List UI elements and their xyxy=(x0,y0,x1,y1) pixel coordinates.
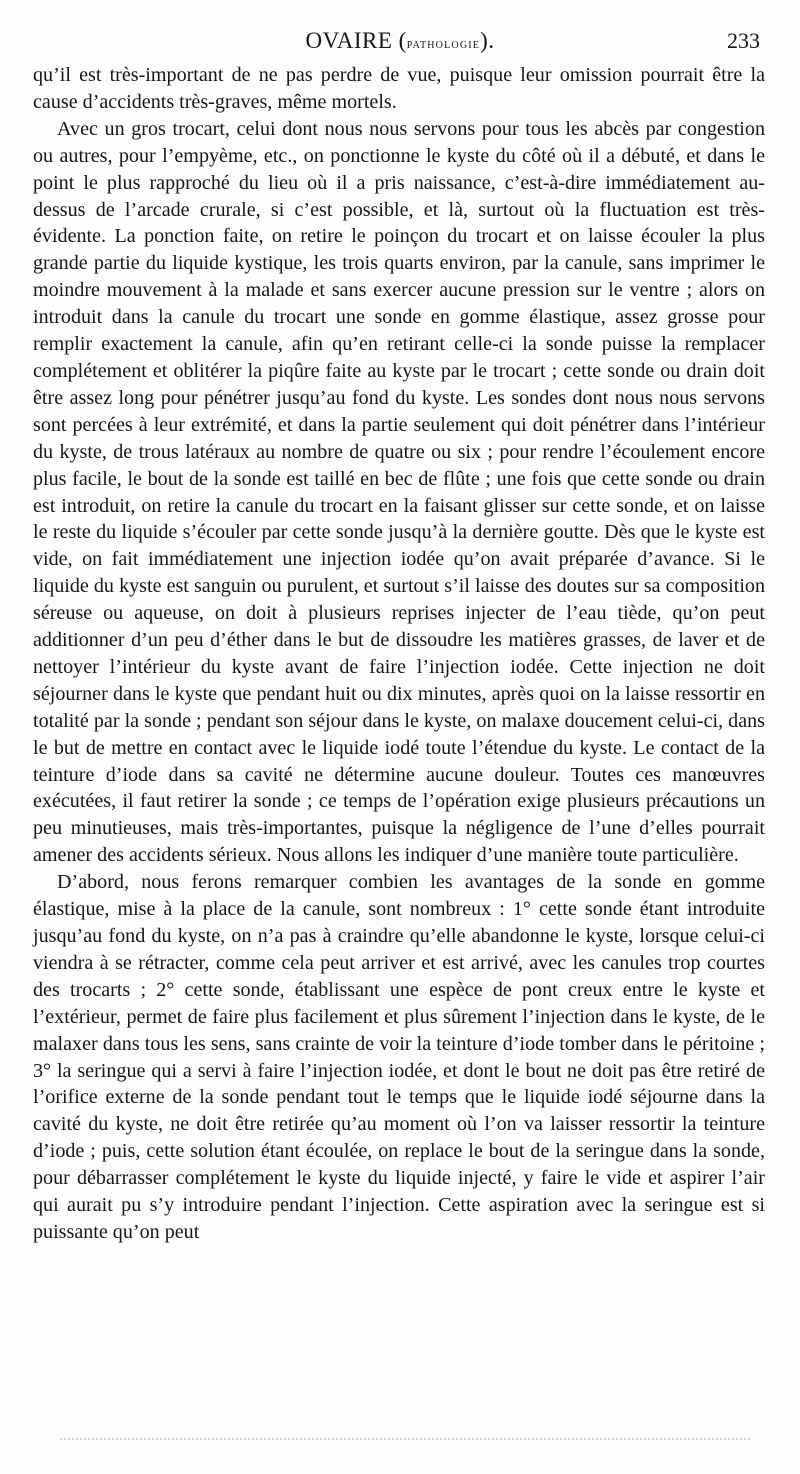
page-number: 233 xyxy=(727,28,760,53)
paragraph-procedure: Avec un gros trocart, celui dont nous nous servons pour tous les abcès par congestion ou autres, pour l’empyème, etc., on ponctionne le kyste du côté où il a débuté, et dans le point le plus rapproché du lieu où il a pris naissance, c’est-à-dire immédiatement au-dessus de l’arcade crurale, si c’est possible, et là, surtout où la fluctuation est très-évidente. La ponction faite, on retire le poinçon du trocart et on laisse écouler la plus grande partie du liquide kystique, les trois quarts environ, par la canule, sans imprimer le moindre mouvement à la malade et sans exercer aucune pression sur le ventre ; alors on introduit dans la canule du trocart une sonde en gomme élastique, assez grosse pour remplir exactement la canule, afin qu’en retirant celle-ci la sonde puisse la remplacer complétement et oblitérer la piqûre faite au kyste par le trocart ; cette sonde ou drain doit être assez long pour pénétrer jusqu’au fond du kyste. Les sondes dont nous nous servons sont percées à leur extrémité, et dans la partie seulement qui doit pénétrer dans l’intérieur du kyste, de trous latéraux au nombre de quatre ou six ; pour rendre l’écoulement encore plus facile, le bout de la sonde est taillé en bec de flûte ; une fois que cette sonde ou drain est introduit, on retire la canule du trocart en la faisant glisser sur cette sonde, et on laisse le reste du liquide s’écouler par cette sonde jusqu’à la dernière goutte. Dès que le kyste est vide, on fait immédiatement une injection iodée qu’on avait préparée d’avance. Si le liquide du kyste est sanguin ou purulent, et surtout s’il laisse des doutes sur sa composition séreuse ou aqueuse, on doit à plusieurs reprises injecter de l’eau tiède, qu’on peut additionner d’un peu d’éther dans le but de dissoudre les matières grasses, de laver et de nettoyer l’intérieur du kyste avant de faire l’injection iodée. Cette injection ne doit séjourner dans le kyste que pendant huit ou dix minutes, après quoi on la laisse ressortir en totalité par la sonde ; pendant son séjour dans le kyste, on malaxe doucement celui-ci, dans le but de mettre en contact avec le liquide iodé toute l’étendue du kyste. Le contact de la teinture d’iode dans sa cavité ne détermine aucune douleur. Toutes ces manœuvres exécutées, il faut retirer la sonde ; ce temps de l’opération exige plusieurs précautions un peu minutieuses, mais très-importantes, puisque la négligence de l’une d’elles pourrait amener des accidents sérieux. Nous allons les indiquer d’une manière toute particulière. xyxy=(33,117,765,867)
body-text xyxy=(33,62,765,1246)
running-head-title xyxy=(0,28,800,54)
paragraph-continuation: qu’il est très-important de ne pas perdre de vue, puisque leur omission pourrait être la cause d’accidents très-graves, même mortels. xyxy=(33,64,765,113)
title-main: OVAIRE ( xyxy=(305,28,407,53)
title-small-caps: pathologie xyxy=(406,37,481,52)
title-end: ). xyxy=(480,28,495,53)
paragraph-advantages: D’abord, nous ferons remarquer combien les avantages de la sonde en gomme élastique, mise à la place de la canule, sont nombreux : 1° cette sonde étant introduite jusqu’au fond du kyste, on n’a pas à craindre qu’elle abandonne le kyste, lorsque celui-ci viendra à se rétracter, comme cela peut arriver et est arrivé, avec les canules trop courtes des trocarts ; 2° cette sonde, établissant une espèce de pont creux entre le kyste et l’extérieur, permet de faire plus facilement et plus sûrement l’injection dans le kyste, de le malaxer dans tous les sens, sans crainte de voir la teinture d’iode tomber dans le péritoine ; 3° la seringue qui a servi à faire l’injection iodée, et dont le bout ne doit pas être retiré de l’orifice externe de la sonde pendant tout le temps que le liquide iodé séjourne dans la cavité du kyste, ne doit être retirée qu’au moment où l’on va laisser ressortir la teinture d’iode ; puis, cette solution étant écoulée, on replace le bout de la seringue dans la sonde, pour débarrasser complétement le kyste du liquide injecté, y faire le vide et aspirer l’air qui aurait pu s’y introduire pendant l’injection. Cette aspiration avec la seringue est si puissante qu’on peut xyxy=(33,871,765,1243)
page-bottom-noise xyxy=(60,1438,750,1440)
running-head xyxy=(0,26,800,60)
